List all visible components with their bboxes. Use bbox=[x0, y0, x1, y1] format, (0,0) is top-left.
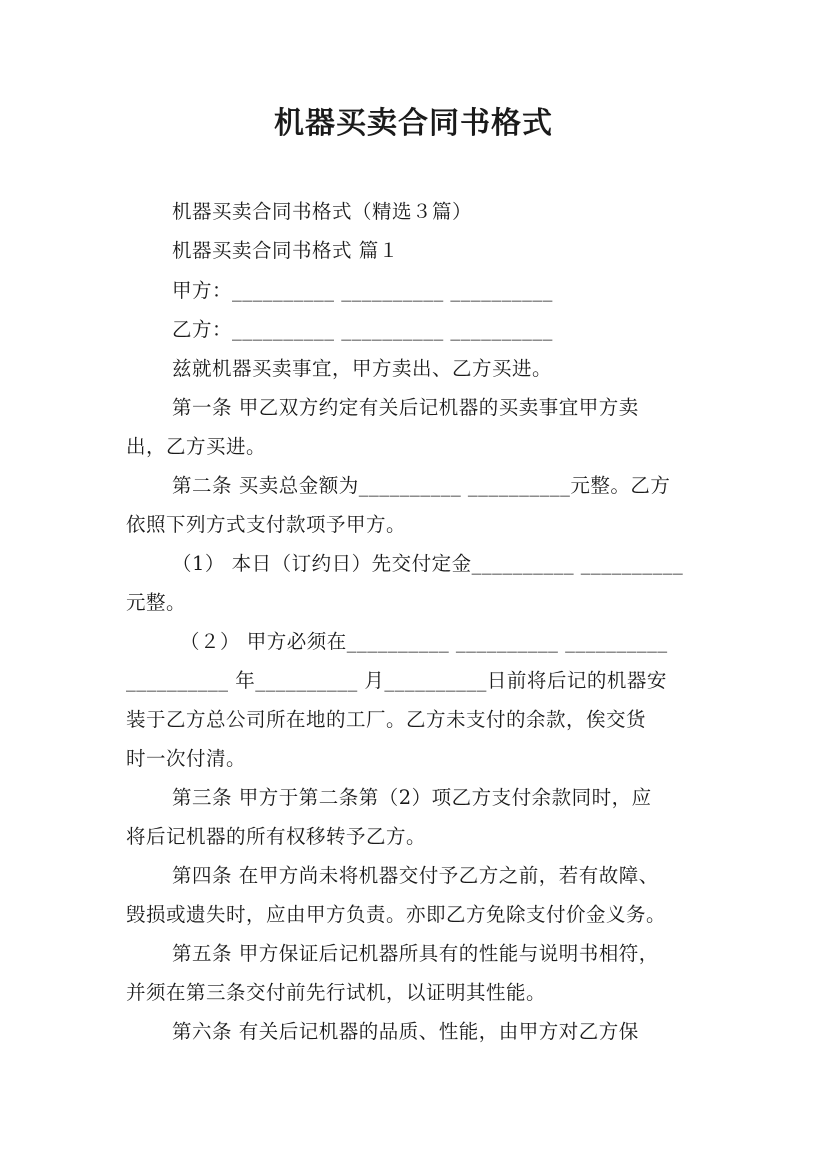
paragraph-line: 出，乙方买进。 bbox=[126, 435, 267, 458]
paragraph-line: 第五条 甲方保证后记机器所具有的性能与说明书相符， bbox=[172, 942, 659, 965]
document-title: 机器买卖合同书格式 bbox=[274, 106, 553, 141]
paragraph-line: 将后记机器的所有权移转予乙方。 bbox=[126, 825, 427, 848]
subtitle-line: 机器买卖合同书格式（精选３篇） bbox=[172, 200, 473, 223]
section-heading: 机器买卖合同书格式 篇１ bbox=[172, 239, 399, 262]
paragraph-line: 元整。 bbox=[126, 591, 187, 614]
paragraph-line: （２） 甲方必须在__________ __________ __________ bbox=[180, 630, 668, 653]
paragraph-line: 第一条 甲乙双方约定有关后记机器的买卖事宜甲方卖 bbox=[172, 396, 639, 419]
paragraph-line: 毁损或遗失时，应由甲方负责。亦即乙方免除支付价金义务。 bbox=[126, 903, 667, 926]
paragraph-line: 依照下列方式支付款项予甲方。 bbox=[126, 513, 407, 536]
paragraph-line: 兹就机器买卖事宜，甲方卖出、乙方买进。 bbox=[172, 357, 553, 380]
paragraph-line: 第六条 有关后记机器的品质、性能，由甲方对乙方保 bbox=[172, 1020, 639, 1043]
paragraph-line: 第四条 在甲方尚未将机器交付予乙方之前，若有故障、 bbox=[172, 864, 659, 887]
paragraph-line: 第三条 甲方于第二条第（2）项乙方支付余款同时，应 bbox=[172, 786, 652, 809]
party-b-line: 乙方：__________ __________ __________ bbox=[172, 318, 553, 341]
party-a-line: 甲方：__________ __________ __________ bbox=[172, 279, 553, 302]
paragraph-line: 装于乙方总公司所在地的工厂。乙方未支付的余款，俟交货 bbox=[126, 708, 647, 731]
paragraph-line: __________ 年__________ 月__________日前将后记的机器安 bbox=[126, 669, 667, 692]
paragraph-line: 第二条 买卖总金额为__________ __________元整。乙方 bbox=[172, 474, 671, 497]
paragraph-line: 时一次付清。 bbox=[126, 747, 247, 770]
paragraph-line: 并须在第三条交付前先行试机，以证明其性能。 bbox=[126, 981, 547, 1004]
paragraph-line: （1） 本日（订约日）先交付定金__________ __________ bbox=[172, 552, 684, 575]
